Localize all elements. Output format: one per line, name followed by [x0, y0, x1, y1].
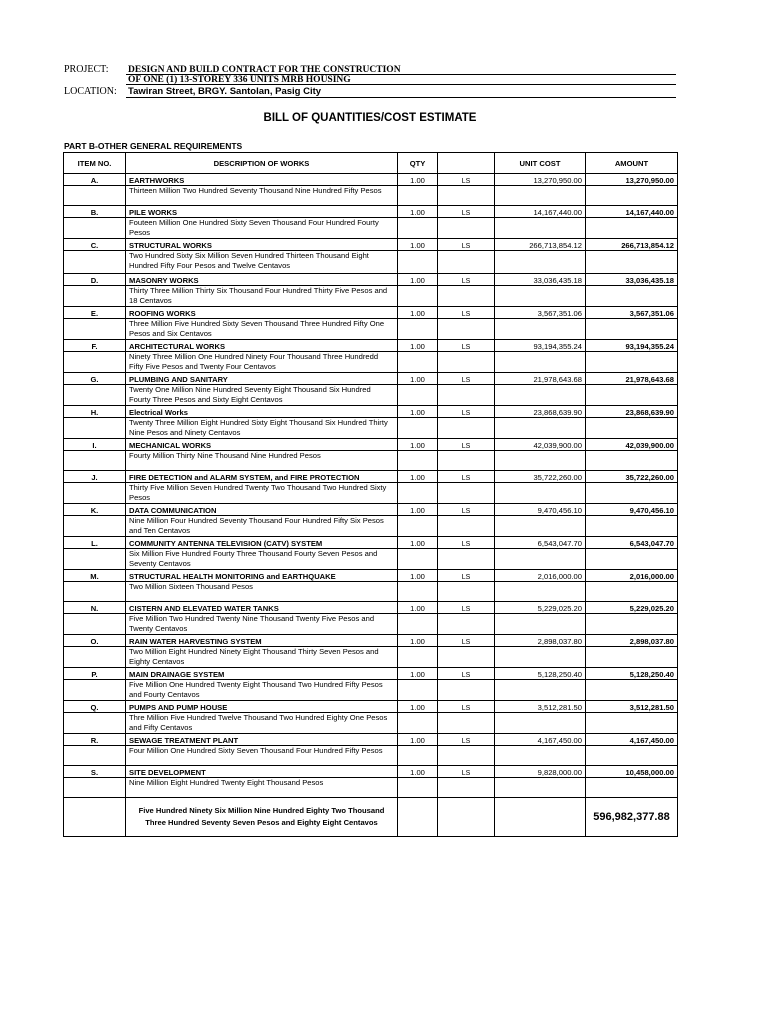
amount-cell: 35,722,260.00: [586, 471, 678, 483]
item-no-blank: [64, 647, 126, 668]
amount-in-words-cell: Twenty One Million Nine Hundred Seventy Eight Thousand Six Hundred Fourty Three Pesos and Sixty Eight Centavos: [126, 385, 398, 406]
work-name-cell: ARCHITECTURAL WORKS: [126, 340, 398, 352]
location-underline: [126, 97, 676, 98]
amount-cell: 3,567,351.06: [586, 307, 678, 319]
qty-blank: [398, 746, 438, 766]
amount-blank: [586, 286, 678, 307]
table-row: [64, 504, 678, 516]
unit-blank: [438, 746, 495, 766]
item-no-cell: N.: [64, 602, 126, 614]
amount-blank: [586, 746, 678, 766]
unit-cell: LS: [438, 668, 495, 680]
amount-cell: 23,868,639.90: [586, 406, 678, 418]
unit-cell: LS: [438, 307, 495, 319]
item-no-blank: [64, 614, 126, 635]
table-row: [64, 483, 678, 504]
item-no-blank: [64, 418, 126, 439]
item-no-cell: P.: [64, 668, 126, 680]
table-row: [64, 352, 678, 373]
qty-blank: [398, 582, 438, 602]
item-no-cell: H.: [64, 406, 126, 418]
table-row: [64, 206, 678, 218]
qty-blank: [398, 352, 438, 373]
amount-cell: 5,128,250.40: [586, 668, 678, 680]
bill-of-quantities-table: [63, 152, 678, 837]
amount-blank: [586, 582, 678, 602]
table-row: [64, 439, 678, 451]
unit-blank: [438, 286, 495, 307]
table-row: [64, 274, 678, 286]
amount-in-words-cell: Thirty Three Million Thirty Six Thousand Four Hundred Thirty Five Pesos and 18 Centavos: [126, 286, 398, 307]
table-row: [64, 570, 678, 582]
unit-cost-blank: [495, 647, 586, 668]
project-underline-1: [126, 74, 676, 75]
unit-blank: [438, 516, 495, 537]
unit-cell: LS: [438, 206, 495, 218]
work-name-cell: ROOFING WORKS: [126, 307, 398, 319]
item-no-cell: R.: [64, 734, 126, 746]
unit-blank: [438, 186, 495, 206]
table-row: [64, 451, 678, 471]
unit-cost-cell: 5,128,250.40: [495, 668, 586, 680]
table-row: [64, 174, 678, 186]
amount-in-words-cell: Five Million Two Hundred Twenty Nine Thousand Twenty Five Pesos and Twenty Centavos: [126, 614, 398, 635]
unit-cell: LS: [438, 406, 495, 418]
qty-cell: 1.00: [398, 504, 438, 516]
unit-cost-blank: [495, 451, 586, 471]
item-no-blank: [64, 746, 126, 766]
unit-cost-blank: [495, 251, 586, 274]
unit-cost-blank: [495, 352, 586, 373]
unit-cell: LS: [438, 373, 495, 385]
col-header-qty: QTY: [398, 153, 438, 174]
unit-blank: [438, 251, 495, 274]
qty-blank: [398, 451, 438, 471]
unit-cell: LS: [438, 570, 495, 582]
qty-blank: [398, 186, 438, 206]
amount-cell: 14,167,440.00: [586, 206, 678, 218]
amount-in-words-cell: Ninety Three Million One Hundred Ninety Four Thousand Three Hundredd Fifty Five Pesos and Twenty Four Centavos: [126, 352, 398, 373]
amount-blank: [586, 614, 678, 635]
table-row: [64, 516, 678, 537]
item-no-blank: [64, 778, 126, 798]
unit-cost-blank: [495, 483, 586, 504]
table-row: [64, 713, 678, 734]
amount-in-words-cell: Thre Million Five Hundred Twelve Thousand Two Hundred Eighty One Pesos and Fifty Centavos: [126, 713, 398, 734]
unit-cost-blank: [495, 186, 586, 206]
unit-cost-blank: [495, 319, 586, 340]
total-item-cell: [64, 798, 126, 837]
item-no-cell: M.: [64, 570, 126, 582]
unit-blank: [438, 778, 495, 798]
work-name-cell: SEWAGE TREATMENT PLANT: [126, 734, 398, 746]
amount-blank: [586, 451, 678, 471]
unit-cell: LS: [438, 504, 495, 516]
unit-cost-blank: [495, 680, 586, 701]
unit-cost-blank: [495, 713, 586, 734]
col-header-unit: [438, 153, 495, 174]
item-no-cell: L.: [64, 537, 126, 549]
work-name-cell: EARTHWORKS: [126, 174, 398, 186]
item-no-cell: Q.: [64, 701, 126, 713]
item-no-cell: J.: [64, 471, 126, 483]
unit-cell: LS: [438, 537, 495, 549]
item-no-blank: [64, 186, 126, 206]
amount-in-words-cell: Nine Million Four Hundred Seventy Thousand Four Hundred Fifty Six Pesos and Ten Centavos: [126, 516, 398, 537]
table-row: [64, 734, 678, 746]
item-no-blank: [64, 319, 126, 340]
table-row: [64, 647, 678, 668]
unit-blank: [438, 549, 495, 570]
item-no-cell: O.: [64, 635, 126, 647]
item-no-blank: [64, 516, 126, 537]
table-row: [64, 680, 678, 701]
amount-in-words-cell: Three Million Five Hundred Sixty Seven Thousand Three Hundred Fifty One Pesos and Six Centavos: [126, 319, 398, 340]
unit-blank: [438, 451, 495, 471]
qty-blank: [398, 251, 438, 274]
amount-blank: [586, 352, 678, 373]
qty-cell: 1.00: [398, 701, 438, 713]
unit-cost-cell: 9,828,000.00: [495, 766, 586, 778]
work-name-cell: SITE DEVELOPMENT: [126, 766, 398, 778]
qty-cell: 1.00: [398, 373, 438, 385]
item-no-blank: [64, 451, 126, 471]
amount-blank: [586, 251, 678, 274]
item-no-cell: S.: [64, 766, 126, 778]
document-title: BILL OF QUANTITIES/COST ESTIMATE: [263, 112, 477, 124]
unit-blank: [438, 582, 495, 602]
qty-blank: [398, 385, 438, 406]
unit-cost-cell: 93,194,355.24: [495, 340, 586, 352]
unit-cell: LS: [438, 766, 495, 778]
total-unit-cell: [438, 798, 495, 837]
unit-cost-blank: [495, 746, 586, 766]
amount-cell: 6,543,047.70: [586, 537, 678, 549]
qty-cell: 1.00: [398, 206, 438, 218]
qty-cell: 1.00: [398, 537, 438, 549]
unit-cost-cell: 14,167,440.00: [495, 206, 586, 218]
amount-blank: [586, 549, 678, 570]
work-name-cell: DATA COMMUNICATION: [126, 504, 398, 516]
table-row: [64, 186, 678, 206]
unit-cost-cell: 23,868,639.90: [495, 406, 586, 418]
unit-cost-cell: 9,470,456.10: [495, 504, 586, 516]
table-row: [64, 373, 678, 385]
item-no-blank: [64, 286, 126, 307]
table-row: [64, 471, 678, 483]
unit-blank: [438, 385, 495, 406]
item-no-blank: [64, 352, 126, 373]
table-row: [64, 582, 678, 602]
table-row: [64, 746, 678, 766]
amount-cell: 2,016,000.00: [586, 570, 678, 582]
amount-in-words-cell: Four Million One Hundred Sixty Seven Thousand Four Hundred Fifty Pesos: [126, 746, 398, 766]
qty-blank: [398, 218, 438, 239]
amount-blank: [586, 778, 678, 798]
qty-blank: [398, 713, 438, 734]
amount-cell: 33,036,435.18: [586, 274, 678, 286]
item-no-cell: C.: [64, 239, 126, 251]
unit-blank: [438, 680, 495, 701]
table-row: [64, 778, 678, 798]
unit-cell: LS: [438, 635, 495, 647]
unit-cost-cell: 35,722,260.00: [495, 471, 586, 483]
amount-blank: [586, 418, 678, 439]
amount-in-words-cell: Fourty Million Thirty Nine Thousand Nine Hundred Pesos: [126, 451, 398, 471]
item-no-cell: D.: [64, 274, 126, 286]
total-unit-cost-cell: [495, 798, 586, 837]
amount-blank: [586, 319, 678, 340]
table-row: [64, 701, 678, 713]
amount-in-words-cell: Thirteen Million Two Hundred Seventy Thousand Nine Hundred Fifty Pesos: [126, 186, 398, 206]
col-header-unit-cost: UNIT COST: [495, 153, 586, 174]
work-name-cell: Electrical Works: [126, 406, 398, 418]
amount-cell: 13,270,950.00: [586, 174, 678, 186]
qty-blank: [398, 516, 438, 537]
unit-cost-blank: [495, 778, 586, 798]
item-no-blank: [64, 218, 126, 239]
qty-blank: [398, 286, 438, 307]
unit-blank: [438, 418, 495, 439]
amount-in-words-cell: Two Million Sixteen Thousand Pesos: [126, 582, 398, 602]
unit-cost-cell: 3,567,351.06: [495, 307, 586, 319]
col-header-item-no: ITEM NO.: [64, 153, 126, 174]
amount-cell: 266,713,854.12: [586, 239, 678, 251]
item-no-cell: B.: [64, 206, 126, 218]
qty-cell: 1.00: [398, 635, 438, 647]
table-body: [64, 174, 678, 798]
unit-cell: LS: [438, 174, 495, 186]
qty-blank: [398, 647, 438, 668]
table-row: [64, 239, 678, 251]
unit-blank: [438, 713, 495, 734]
amount-blank: [586, 516, 678, 537]
amount-cell: 93,194,355.24: [586, 340, 678, 352]
amount-cell: 9,470,456.10: [586, 504, 678, 516]
item-no-blank: [64, 713, 126, 734]
unit-blank: [438, 614, 495, 635]
total-amount-in-words: Five Hundred Ninety Six Million Nine Hundred Eighty Two Thousand Three Hundred Seventy Seven Pesos and Eighty Eight Centavos: [126, 798, 398, 837]
item-no-cell: I.: [64, 439, 126, 451]
project-underline-2: [126, 84, 676, 85]
amount-blank: [586, 647, 678, 668]
amount-blank: [586, 483, 678, 504]
unit-cost-blank: [495, 582, 586, 602]
qty-cell: 1.00: [398, 239, 438, 251]
qty-cell: 1.00: [398, 406, 438, 418]
table-header-row: [64, 153, 678, 174]
unit-cost-blank: [495, 218, 586, 239]
amount-in-words-cell: Six Million Five Hundred Fourty Three Thousand Fourty Seven Pesos and Seventy Centavos: [126, 549, 398, 570]
amount-in-words-cell: Five Million One Hundred Twenty Eight Thousand Two Hundred Fifty Pesos and Fourty Centavos: [126, 680, 398, 701]
unit-cost-cell: 6,543,047.70: [495, 537, 586, 549]
item-no-cell: G.: [64, 373, 126, 385]
qty-blank: [398, 418, 438, 439]
col-header-amount: AMOUNT: [586, 153, 678, 174]
unit-cell: LS: [438, 734, 495, 746]
unit-cost-blank: [495, 385, 586, 406]
work-name-cell: RAIN WATER HARVESTING SYSTEM: [126, 635, 398, 647]
work-name-cell: PUMPS AND PUMP HOUSE: [126, 701, 398, 713]
work-name-cell: MASONRY WORKS: [126, 274, 398, 286]
amount-blank: [586, 186, 678, 206]
amount-blank: [586, 385, 678, 406]
unit-cell: LS: [438, 274, 495, 286]
amount-in-words-cell: Nine Million Eight Hundred Twenty Eight Thousand Pesos: [126, 778, 398, 798]
item-no-blank: [64, 483, 126, 504]
amount-cell: 10,458,000.00: [586, 766, 678, 778]
unit-cost-blank: [495, 516, 586, 537]
qty-blank: [398, 614, 438, 635]
qty-blank: [398, 778, 438, 798]
total-qty-cell: [398, 798, 438, 837]
unit-blank: [438, 319, 495, 340]
work-name-cell: CISTERN AND ELEVATED WATER TANKS: [126, 602, 398, 614]
item-no-blank: [64, 251, 126, 274]
unit-cost-cell: 13,270,950.00: [495, 174, 586, 186]
table-row: [64, 766, 678, 778]
unit-cost-blank: [495, 549, 586, 570]
item-no-cell: F.: [64, 340, 126, 352]
work-name-cell: FIRE DETECTION and ALARM SYSTEM, and FIRE PROTECTION: [126, 471, 398, 483]
table-row: [64, 319, 678, 340]
unit-cell: LS: [438, 602, 495, 614]
amount-cell: 5,229,025.20: [586, 602, 678, 614]
unit-cell: LS: [438, 239, 495, 251]
unit-cost-blank: [495, 286, 586, 307]
unit-cost-cell: 5,229,025.20: [495, 602, 586, 614]
amount-in-words-cell: Two Hundred Sixty Six Million Seven Hundred Thirteen Thousand Eight Hundred Fifty Four Pesos and Twelve Centavos: [126, 251, 398, 274]
qty-cell: 1.00: [398, 471, 438, 483]
qty-cell: 1.00: [398, 439, 438, 451]
unit-cell: LS: [438, 471, 495, 483]
item-no-cell: E.: [64, 307, 126, 319]
unit-cost-cell: 4,167,450.00: [495, 734, 586, 746]
table-row: [64, 307, 678, 319]
qty-cell: 1.00: [398, 570, 438, 582]
table-row: [64, 385, 678, 406]
unit-blank: [438, 483, 495, 504]
project-name: DESIGN AND BUILD CONTRACT FOR THE CONSTRUCTION OF ONE (1) 13-STOREY 336 UNITS MRB HOUSING: [128, 65, 401, 85]
unit-cost-cell: 33,036,435.18: [495, 274, 586, 286]
qty-blank: [398, 483, 438, 504]
item-no-blank: [64, 385, 126, 406]
work-name-cell: COMMUNITY ANTENNA TELEVISION (CATV) SYSTEM: [126, 537, 398, 549]
unit-cost-blank: [495, 614, 586, 635]
unit-blank: [438, 352, 495, 373]
qty-cell: 1.00: [398, 668, 438, 680]
table-row: [64, 614, 678, 635]
work-name-cell: STRUCTURAL WORKS: [126, 239, 398, 251]
amount-cell: 42,039,900.00: [586, 439, 678, 451]
qty-cell: 1.00: [398, 174, 438, 186]
amount-in-words-cell: Twenty Three Million Eight Hundred Sixty Eight Thousand Six Hundred Thirty Nine Pesos and Ninety Centavos: [126, 418, 398, 439]
unit-cell: LS: [438, 340, 495, 352]
work-name-cell: PLUMBING AND SANITARY: [126, 373, 398, 385]
unit-blank: [438, 647, 495, 668]
amount-in-words-cell: Two Million Eight Hundred Ninety Eight Thousand Thirty Seven Pesos and Eighty Centavos: [126, 647, 398, 668]
amount-blank: [586, 218, 678, 239]
unit-cost-cell: 42,039,900.00: [495, 439, 586, 451]
work-name-cell: PILE WORKS: [126, 206, 398, 218]
unit-cost-blank: [495, 418, 586, 439]
table-row: [64, 635, 678, 647]
amount-cell: 2,898,037.80: [586, 635, 678, 647]
amount-cell: 21,978,643.68: [586, 373, 678, 385]
amount-cell: 4,167,450.00: [586, 734, 678, 746]
qty-blank: [398, 549, 438, 570]
qty-cell: 1.00: [398, 602, 438, 614]
table-row: [64, 286, 678, 307]
table-row: [64, 668, 678, 680]
amount-blank: [586, 680, 678, 701]
amount-blank: [586, 713, 678, 734]
table-row: [64, 549, 678, 570]
table-row: [64, 251, 678, 274]
unit-cost-cell: 2,898,037.80: [495, 635, 586, 647]
work-name-cell: MAIN DRAINAGE SYSTEM: [126, 668, 398, 680]
qty-cell: 1.00: [398, 307, 438, 319]
item-no-blank: [64, 680, 126, 701]
unit-cell: LS: [438, 439, 495, 451]
unit-cost-cell: 2,016,000.00: [495, 570, 586, 582]
unit-cell: LS: [438, 701, 495, 713]
part-title: PART B-OTHER GENERAL REQUIREMENTS: [64, 141, 243, 151]
grand-total-amount: 596,982,377.88: [586, 798, 678, 837]
amount-in-words-cell: Fouteen Million One Hundred Sixty Seven Thousand Four Hundred Fourty Pesos: [126, 218, 398, 239]
table-row: [64, 218, 678, 239]
item-no-blank: [64, 549, 126, 570]
item-no-cell: K.: [64, 504, 126, 516]
work-name-cell: STRUCTURAL HEALTH MONITORING and EARTHQUAKE: [126, 570, 398, 582]
item-no-blank: [64, 582, 126, 602]
unit-cost-cell: 21,978,643.68: [495, 373, 586, 385]
col-header-description: DESCRIPTION OF WORKS: [126, 153, 398, 174]
table-row: [64, 340, 678, 352]
amount-cell: 3,512,281.50: [586, 701, 678, 713]
work-name-cell: MECHANICAL WORKS: [126, 439, 398, 451]
unit-cost-cell: 266,713,854.12: [495, 239, 586, 251]
table-row: [64, 602, 678, 614]
qty-cell: 1.00: [398, 340, 438, 352]
qty-cell: 1.00: [398, 734, 438, 746]
amount-in-words-cell: Thirty Five Million Seven Hundred Twenty Two Thousand Two Hundred Sixty Pesos: [126, 483, 398, 504]
qty-cell: 1.00: [398, 766, 438, 778]
unit-blank: [438, 218, 495, 239]
table-row: [64, 418, 678, 439]
table-row: [64, 406, 678, 418]
total-row: [64, 798, 678, 837]
qty-blank: [398, 319, 438, 340]
table-row: [64, 537, 678, 549]
item-no-cell: A.: [64, 174, 126, 186]
unit-cost-cell: 3,512,281.50: [495, 701, 586, 713]
location-value: Tawiran Street, BRGY. Santolan, Pasig City: [128, 86, 322, 97]
qty-blank: [398, 680, 438, 701]
qty-cell: 1.00: [398, 274, 438, 286]
